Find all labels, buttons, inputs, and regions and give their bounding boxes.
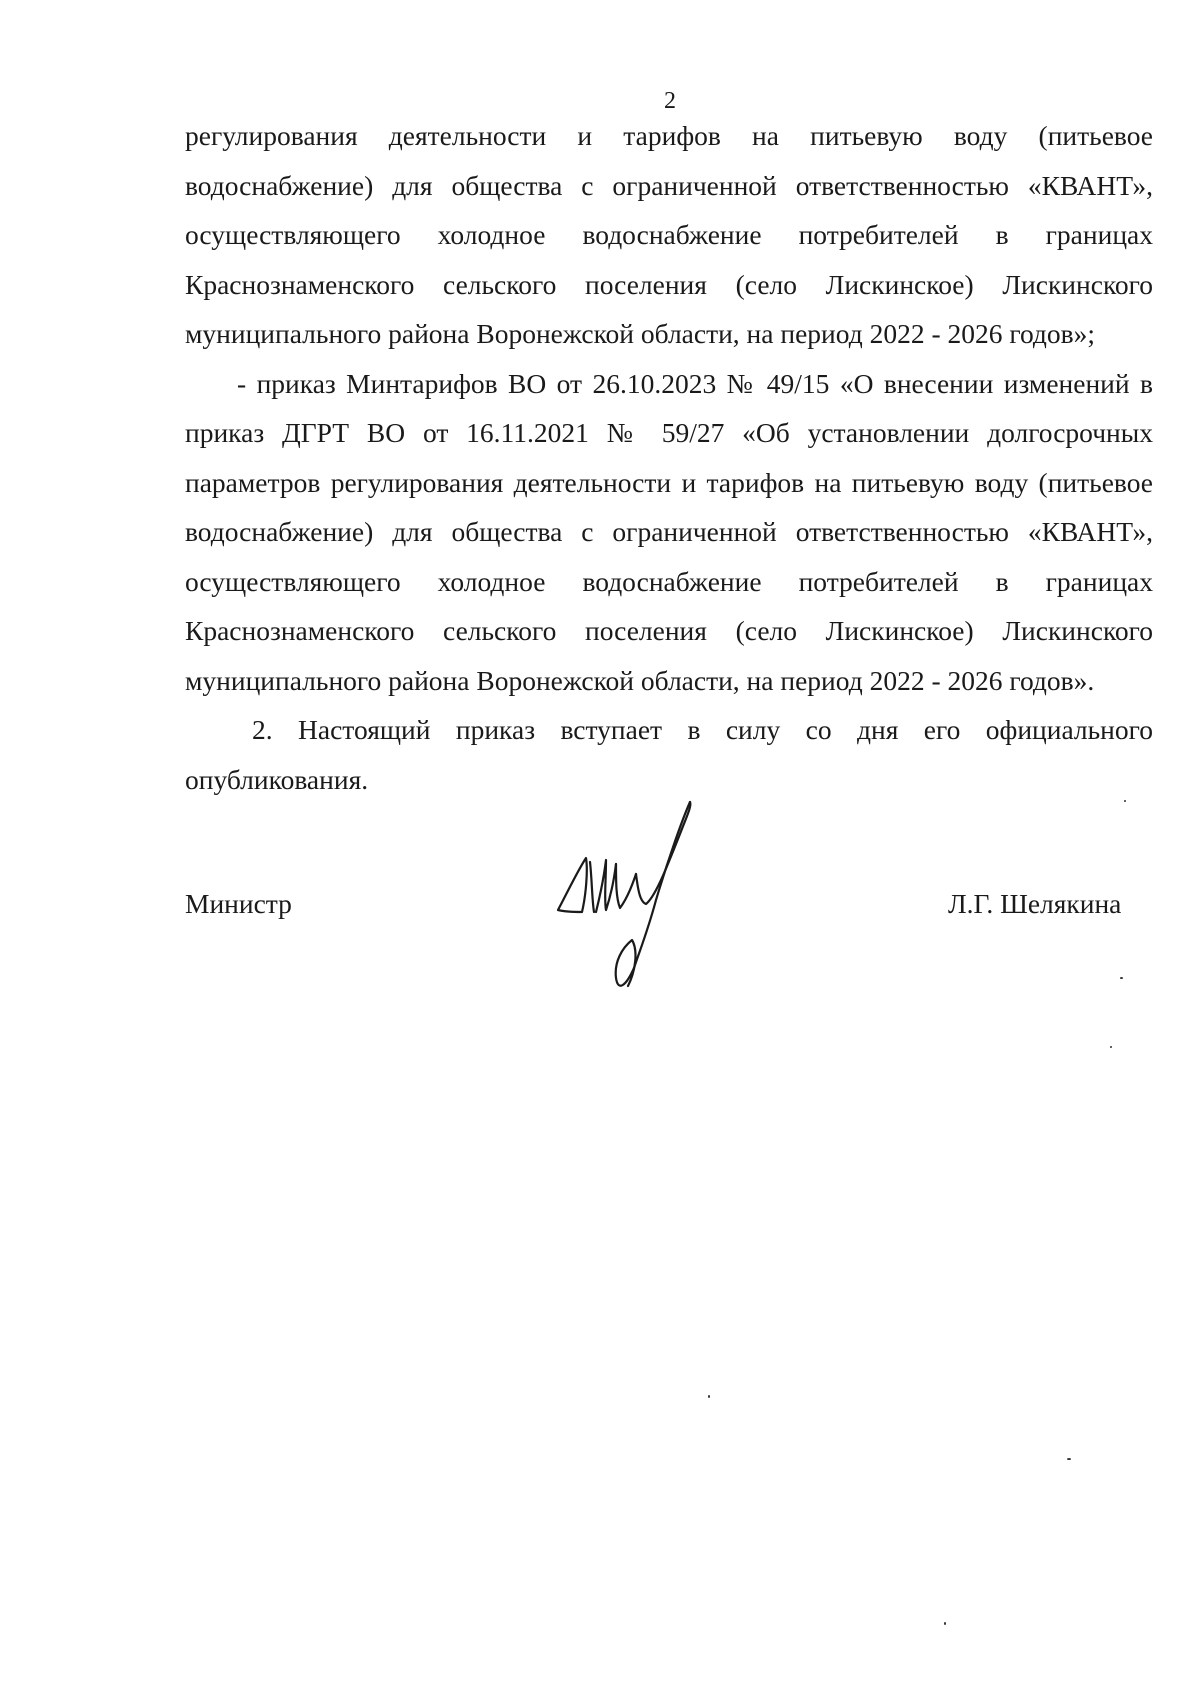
- signer-position: Министр: [185, 888, 292, 919]
- paragraph-continuation: регулирования деятельности и тарифов на питьевую воду (питьевое водоснабжение) для общества с ограниченной ответственностью «КВАНТ», осуществляющего холодное водоснабжение потребителей в границах Краснознаменского сельского поселения (село Лискинское) Лискинского муниципального района Воронежской области, на период 2022 - 2026 годов»;: [185, 120, 1153, 349]
- handwritten-signature: [556, 800, 706, 990]
- scan-speck: [1110, 1046, 1112, 1048]
- document-body: [185, 111, 1153, 804]
- signer-name: Л.Г. Шелякина: [948, 888, 1122, 919]
- signature-block: [0, 800, 1200, 1000]
- scan-speck: [708, 1395, 710, 1398]
- scan-speck: [1124, 800, 1126, 802]
- page-number: 2: [664, 88, 676, 114]
- paragraph-effective-date: 2. Настоящий приказ вступает в силу со дня его официального опубликования.: [185, 714, 1153, 795]
- paragraph-order-amendment: - приказ Минтарифов ВО от 26.10.2023 № 49/15 «О внесении изменений в приказ ДГРТ ВО от 16.11.2021 № 59/27 «Об установлении долгосрочных параметров регулирования деятельности и тарифов на питьевую воду (питьевое водоснабжение) для общества с ограниченной ответственностью «КВАНТ», осуществляющего холодное водоснабжение потребителей в границах Краснознаменского сельского поселения (село Лискинское) Лискинского муниципального района Воронежской области, на период 2022 - 2026 годов».: [185, 367, 1153, 696]
- scan-speck: [944, 1622, 946, 1625]
- scan-speck: [1067, 1458, 1071, 1460]
- scan-speck: [1120, 977, 1123, 979]
